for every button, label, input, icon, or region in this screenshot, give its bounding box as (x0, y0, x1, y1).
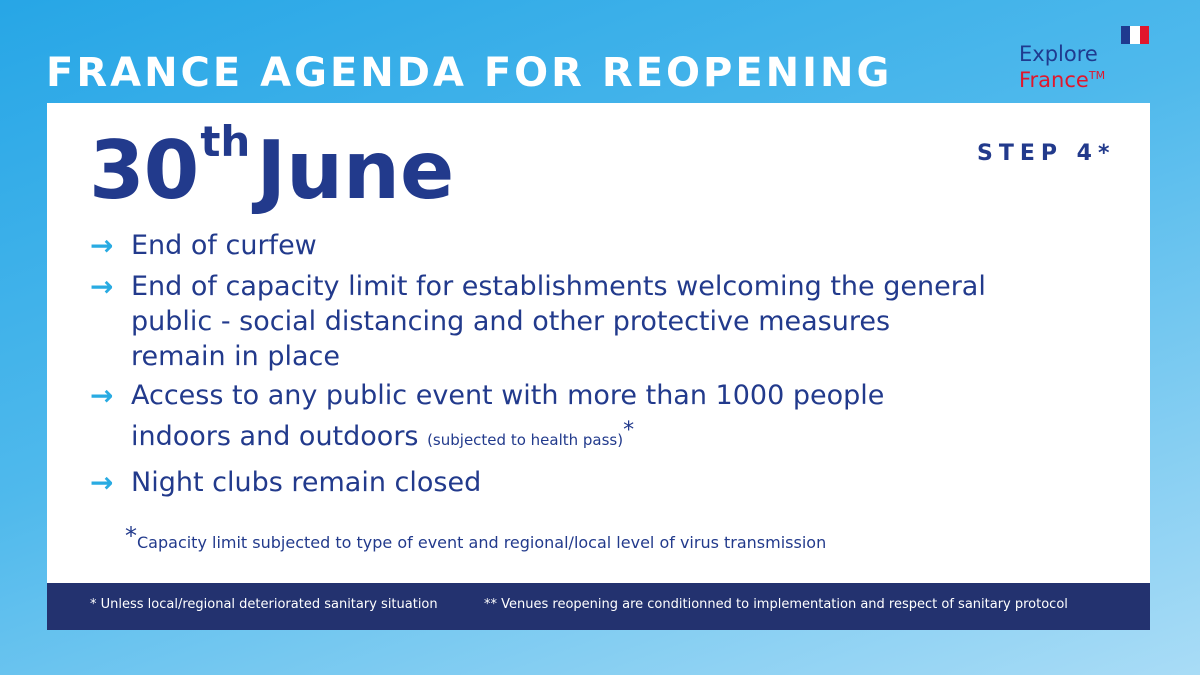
logo-line-france (1019, 65, 1105, 91)
list-item-text: End of curfew (131, 230, 317, 261)
logo-france-text: France (1019, 68, 1089, 92)
footer-note-right: ** Venues reopening are conditionned to implementation and respect of sanitary protocol (484, 597, 1068, 612)
list-item (90, 228, 990, 263)
explore-france-logo (1019, 43, 1105, 91)
date-heading (89, 117, 454, 217)
asterisk: * (623, 418, 635, 443)
france-flag-icon (1121, 26, 1149, 44)
arrow-right-icon: → (90, 229, 114, 262)
note-text: Capacity limit subjected to type of event and regional/local level of virus transmission (137, 533, 827, 552)
logo-line-explore: Explore (1019, 42, 1098, 66)
footer-bar (47, 583, 1150, 630)
list-item (90, 465, 990, 500)
list-item-main-text: Access to any public event with more than 1000 people indoors and outdoors (131, 380, 885, 452)
date-day: 30 (89, 124, 199, 217)
page-title: FRANCE AGENDA FOR REOPENING (46, 50, 893, 96)
step-label: STEP 4* (977, 141, 1116, 166)
health-pass-note: (subjected to health pass) (427, 431, 624, 449)
date-month: June (256, 124, 455, 217)
list-item-text: Night clubs remain closed (131, 467, 482, 498)
footer-note-left: * Unless local/regional deteriorated sanitary situation (90, 597, 438, 612)
list-item-text: End of capacity limit for establishments welcoming the general public - social distancing and other protective measures remain in place (131, 271, 986, 372)
arrow-right-icon: → (90, 466, 114, 499)
arrow-right-icon: → (90, 379, 114, 412)
capacity-note (125, 522, 826, 552)
agenda-card (47, 103, 1150, 583)
list-item-text (131, 378, 990, 458)
list-item (90, 378, 990, 458)
note-asterisk: * (125, 522, 137, 550)
date-suffix: th (200, 117, 251, 166)
list-item (90, 269, 990, 374)
logo-trademark: TM (1088, 69, 1106, 82)
arrow-right-icon: → (90, 270, 114, 303)
